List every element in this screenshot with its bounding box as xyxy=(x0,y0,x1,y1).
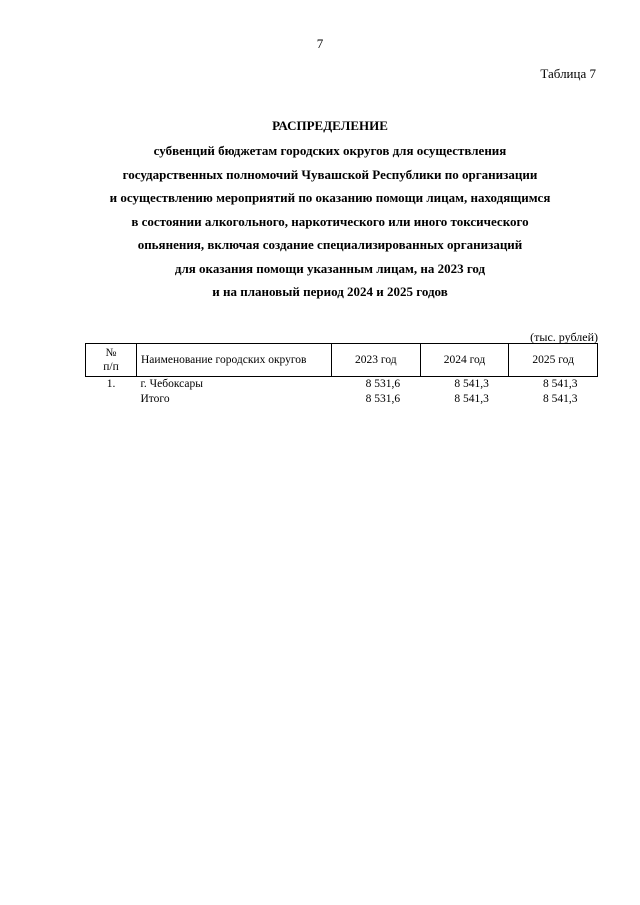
row-value-2024: 8 541,3 xyxy=(454,393,489,405)
header-num-line2: п/п xyxy=(103,361,119,373)
row-name: г. Чебоксары xyxy=(140,378,203,390)
subtitle-line: государственных полномочий Чувашской Республики по организации xyxy=(122,166,538,182)
row-num: 1. xyxy=(106,378,116,390)
row-value-2025: 8 541,3 xyxy=(543,378,578,390)
subtitle-line: субвенций бюджетам городских округов для осуществления xyxy=(153,143,507,158)
subtitle-line: опьянения, включая создание специализированных организаций xyxy=(137,237,523,252)
distribution-table xyxy=(85,343,598,407)
table-row-total xyxy=(86,392,598,407)
row-num xyxy=(86,392,137,407)
header-name: Наименование городских округов xyxy=(137,344,332,377)
row-value-2025: 8 541,3 xyxy=(543,393,578,405)
subtitle-line: и осуществлению мероприятий по оказанию помощи лицам, находящимся xyxy=(109,190,551,205)
subtitle-line: в состоянии алкогольного, наркотического или иного токсического xyxy=(131,213,529,229)
header-2025: 2025 год xyxy=(509,344,598,377)
row-name: Итого xyxy=(140,393,170,405)
document-title-block xyxy=(60,117,600,304)
table-header-row xyxy=(86,344,598,377)
row-value-2023: 8 531,6 xyxy=(365,378,401,390)
page-number: 7 xyxy=(316,36,324,51)
header-num xyxy=(86,344,137,377)
header-2024: 2024 год xyxy=(420,344,509,377)
table-row xyxy=(86,377,598,393)
document-title: РАСПРЕДЕЛЕНИЕ xyxy=(272,118,388,133)
header-2023: 2023 год xyxy=(332,344,421,377)
subtitle-line: для оказания помощи указанным лицам, на 2023 год xyxy=(174,260,486,276)
subtitle-line: и на плановый период 2024 и 2025 годов xyxy=(212,284,448,299)
row-value-2023: 8 531,6 xyxy=(365,393,401,405)
header-num-line1: № xyxy=(105,347,117,359)
table-label: Таблица 7 xyxy=(540,66,596,81)
units-note: (тыс. рублей) xyxy=(530,330,598,344)
row-value-2024: 8 541,3 xyxy=(454,378,489,390)
